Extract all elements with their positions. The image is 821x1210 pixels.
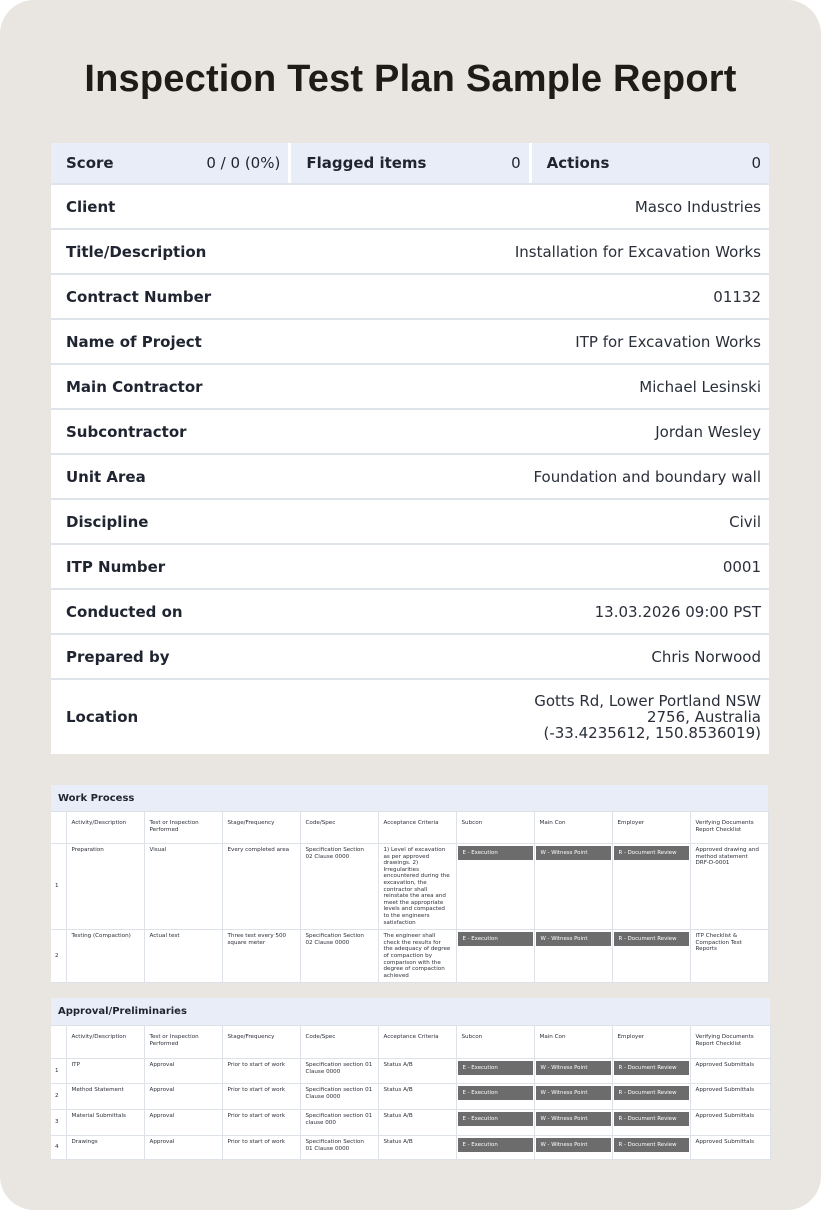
status-tag: E - Execution — [458, 1112, 533, 1126]
row-number: 2 — [51, 930, 66, 983]
cell-maincon — [534, 1110, 612, 1136]
cell-subcon — [456, 1110, 534, 1136]
cell-activity: Drawings — [66, 1136, 144, 1160]
field-label: Unit Area — [66, 467, 146, 486]
flagged-value: 0 — [511, 154, 521, 172]
status-tag: W - Witness Point — [536, 1061, 611, 1075]
status-tag: E - Execution — [458, 1061, 533, 1075]
row-number: 4 — [51, 1136, 66, 1160]
field-label: ITP Number — [66, 557, 166, 576]
field-value: 0001 — [722, 557, 761, 576]
status-tag: E - Execution — [458, 846, 533, 860]
cell-criteria: Status A/B — [378, 1084, 456, 1110]
cell-docs: Approved Submittals — [690, 1059, 770, 1084]
table-row — [51, 1136, 770, 1160]
column-header: Main Con — [534, 1026, 612, 1059]
status-tag: E - Execution — [458, 932, 533, 946]
status-tag: R - Document Review — [614, 1138, 689, 1152]
cell-subcon — [456, 1136, 534, 1160]
status-tag: W - Witness Point — [536, 1112, 611, 1126]
cell-employer — [612, 1059, 690, 1084]
actions-cell[interactable] — [529, 143, 769, 183]
report-title: Inspection Test Plan Sample Report — [84, 58, 737, 100]
cell-test: Approval — [144, 1136, 222, 1160]
field-row — [51, 680, 769, 754]
cell-test: Approval — [144, 1059, 222, 1084]
cell-employer — [612, 1084, 690, 1110]
cell-subcon — [456, 1059, 534, 1084]
cell-docs: Approved Submittals — [690, 1136, 770, 1160]
cell-stage: Prior to start of work — [222, 1136, 300, 1160]
row-number: 1 — [51, 1059, 66, 1084]
approval-title: Approval/Preliminaries — [51, 998, 770, 1025]
field-value: Jordan Wesley — [655, 422, 761, 441]
field-label: Location — [66, 708, 139, 726]
cell-activity: Method Statement — [66, 1084, 144, 1110]
approval-table — [51, 1025, 771, 1160]
field-value-line: (-33.4235612, 150.8536019) — [543, 724, 761, 742]
status-tag: R - Document Review — [614, 1086, 689, 1100]
cell-docs: Approved Submittals — [690, 1110, 770, 1136]
cell-criteria: The engineer shall check the results for the adequacy of degree of compaction by comparison with the degree of compaction achieved — [378, 930, 456, 983]
summary-card — [51, 143, 769, 754]
field-row — [51, 590, 769, 635]
status-tag: W - Witness Point — [536, 846, 611, 860]
column-header: Code/Spec — [300, 1026, 378, 1059]
cell-stage: Prior to start of work — [222, 1059, 300, 1084]
cell-criteria: Status A/B — [378, 1110, 456, 1136]
column-header: Verifying Documents Report Checklist — [690, 1026, 770, 1059]
field-row — [51, 500, 769, 545]
field-row — [51, 455, 769, 500]
cell-maincon — [534, 844, 612, 930]
field-value: Foundation and boundary wall — [533, 467, 761, 486]
cell-criteria: 1) Level of excavation as per approved drawings. 2) Irregularities encountered during the excavation, the contractor shall reinstate the area and meet the appropriate levels and compacted to the engineers satisfaction — [378, 844, 456, 930]
table-row — [51, 1110, 770, 1136]
row-number: 1 — [51, 844, 66, 930]
field-value-line: Gotts Rd, Lower Portland NSW — [534, 692, 761, 710]
work-process-table — [51, 811, 769, 983]
status-tag: E - Execution — [458, 1086, 533, 1100]
column-header: Test or Inspection Performed — [144, 812, 222, 844]
cell-maincon — [534, 1084, 612, 1110]
work-process-section — [51, 785, 768, 983]
field-value: Masco Industries — [634, 197, 761, 216]
column-header: Subcon — [456, 812, 534, 844]
cell-activity: Material Submittals — [66, 1110, 144, 1136]
field-value-line: 2756, Australia — [646, 708, 761, 726]
status-tag: R - Document Review — [614, 932, 689, 946]
field-value — [534, 693, 761, 741]
field-label: Prepared by — [66, 647, 170, 666]
column-header: Main Con — [534, 812, 612, 844]
field-row — [51, 230, 769, 275]
column-header: Acceptance Criteria — [378, 1026, 456, 1059]
cell-code: Specification Section 02 Clause 0000 — [300, 930, 378, 983]
score-value: 0 / 0 (0%) — [206, 154, 281, 172]
approval-section — [51, 998, 770, 1160]
score-label: Score — [66, 154, 114, 172]
cell-code: Specification Section 02 Clause 0000 — [300, 844, 378, 930]
table-row — [51, 844, 768, 930]
work-process-title: Work Process — [51, 785, 768, 811]
column-header: Employer — [612, 812, 690, 844]
table-row — [51, 1059, 770, 1084]
field-label: Client — [66, 197, 116, 216]
row-number: 3 — [51, 1110, 66, 1136]
column-header: Activity/Description — [66, 1026, 144, 1059]
cell-test: Approval — [144, 1084, 222, 1110]
cell-subcon — [456, 930, 534, 983]
column-header: Verifying Documents Report Checklist — [690, 812, 768, 844]
table-header-row — [51, 1026, 770, 1059]
column-header: Code/Spec — [300, 812, 378, 844]
actions-label: Actions — [546, 154, 610, 172]
field-label: Conducted on — [66, 602, 183, 621]
cell-subcon — [456, 1084, 534, 1110]
status-tag: W - Witness Point — [536, 932, 611, 946]
cell-test: Visual — [144, 844, 222, 930]
cell-stage: Prior to start of work — [222, 1084, 300, 1110]
status-tag: W - Witness Point — [536, 1086, 611, 1100]
field-value: 13.03.2026 09:00 PST — [594, 602, 761, 621]
field-value: 01132 — [713, 287, 761, 306]
cell-docs: Approved Submittals — [690, 1084, 770, 1110]
cell-test: Approval — [144, 1110, 222, 1136]
cell-employer — [612, 930, 690, 983]
column-header: Activity/Description — [66, 812, 144, 844]
status-tag: E - Execution — [458, 1138, 533, 1152]
cell-employer — [612, 1110, 690, 1136]
flagged-cell[interactable] — [288, 143, 528, 183]
field-value: Civil — [729, 512, 761, 531]
column-header: Stage/Frequency — [222, 812, 300, 844]
field-label: Main Contractor — [66, 377, 203, 396]
details-list — [51, 185, 769, 754]
field-label: Subcontractor — [66, 422, 187, 441]
cell-code: Specification section 01 Clause 0000 — [300, 1084, 378, 1110]
table-row — [51, 930, 768, 983]
column-header: Employer — [612, 1026, 690, 1059]
cell-stage: Prior to start of work — [222, 1110, 300, 1136]
score-cell — [51, 143, 288, 183]
field-value: ITP for Excavation Works — [575, 332, 761, 351]
column-header: Subcon — [456, 1026, 534, 1059]
row-number-header — [51, 1026, 66, 1059]
field-value: Chris Norwood — [651, 647, 761, 666]
flagged-label: Flagged items — [306, 154, 427, 172]
field-row — [51, 275, 769, 320]
cell-code: Specification Section 01 Clause 0000 — [300, 1136, 378, 1160]
field-label: Discipline — [66, 512, 149, 531]
cell-docs: ITP Checklist & Compaction Test Reports — [690, 930, 768, 983]
status-tag: R - Document Review — [614, 1061, 689, 1075]
cell-maincon — [534, 1059, 612, 1084]
cell-maincon — [534, 930, 612, 983]
cell-activity: ITP — [66, 1059, 144, 1084]
field-row — [51, 410, 769, 455]
field-row — [51, 320, 769, 365]
field-label: Name of Project — [66, 332, 202, 351]
table-header-row — [51, 812, 768, 844]
cell-test: Actual test — [144, 930, 222, 983]
field-row — [51, 545, 769, 590]
cell-employer — [612, 1136, 690, 1160]
score-row — [51, 143, 769, 185]
field-value: Installation for Excavation Works — [514, 242, 761, 261]
cell-code: Specification section 01 Clause 0000 — [300, 1059, 378, 1084]
cell-maincon — [534, 1136, 612, 1160]
status-tag: W - Witness Point — [536, 1138, 611, 1152]
row-number-header — [51, 812, 66, 844]
actions-value: 0 — [751, 154, 761, 172]
cell-employer — [612, 844, 690, 930]
cell-activity: Preparation — [66, 844, 144, 930]
field-label: Title/Description — [66, 242, 207, 261]
cell-activity: Testing (Compaction) — [66, 930, 144, 983]
field-row — [51, 365, 769, 410]
column-header: Acceptance Criteria — [378, 812, 456, 844]
cell-code: Specification section 01 clause 000 — [300, 1110, 378, 1136]
cell-criteria: Status A/B — [378, 1136, 456, 1160]
field-row — [51, 635, 769, 680]
cell-subcon — [456, 844, 534, 930]
field-value: Michael Lesinski — [639, 377, 761, 396]
cell-stage: Every completed area — [222, 844, 300, 930]
status-tag: R - Document Review — [614, 846, 689, 860]
column-header: Test or Inspection Performed — [144, 1026, 222, 1059]
table-row — [51, 1084, 770, 1110]
cell-stage: Three test every 500 square meter — [222, 930, 300, 983]
status-tag: R - Document Review — [614, 1112, 689, 1126]
field-label: Contract Number — [66, 287, 212, 306]
column-header: Stage/Frequency — [222, 1026, 300, 1059]
cell-criteria: Status A/B — [378, 1059, 456, 1084]
row-number: 2 — [51, 1084, 66, 1110]
field-row — [51, 185, 769, 230]
cell-docs: Approved drawing and method statement DRF-D-0001 — [690, 844, 768, 930]
